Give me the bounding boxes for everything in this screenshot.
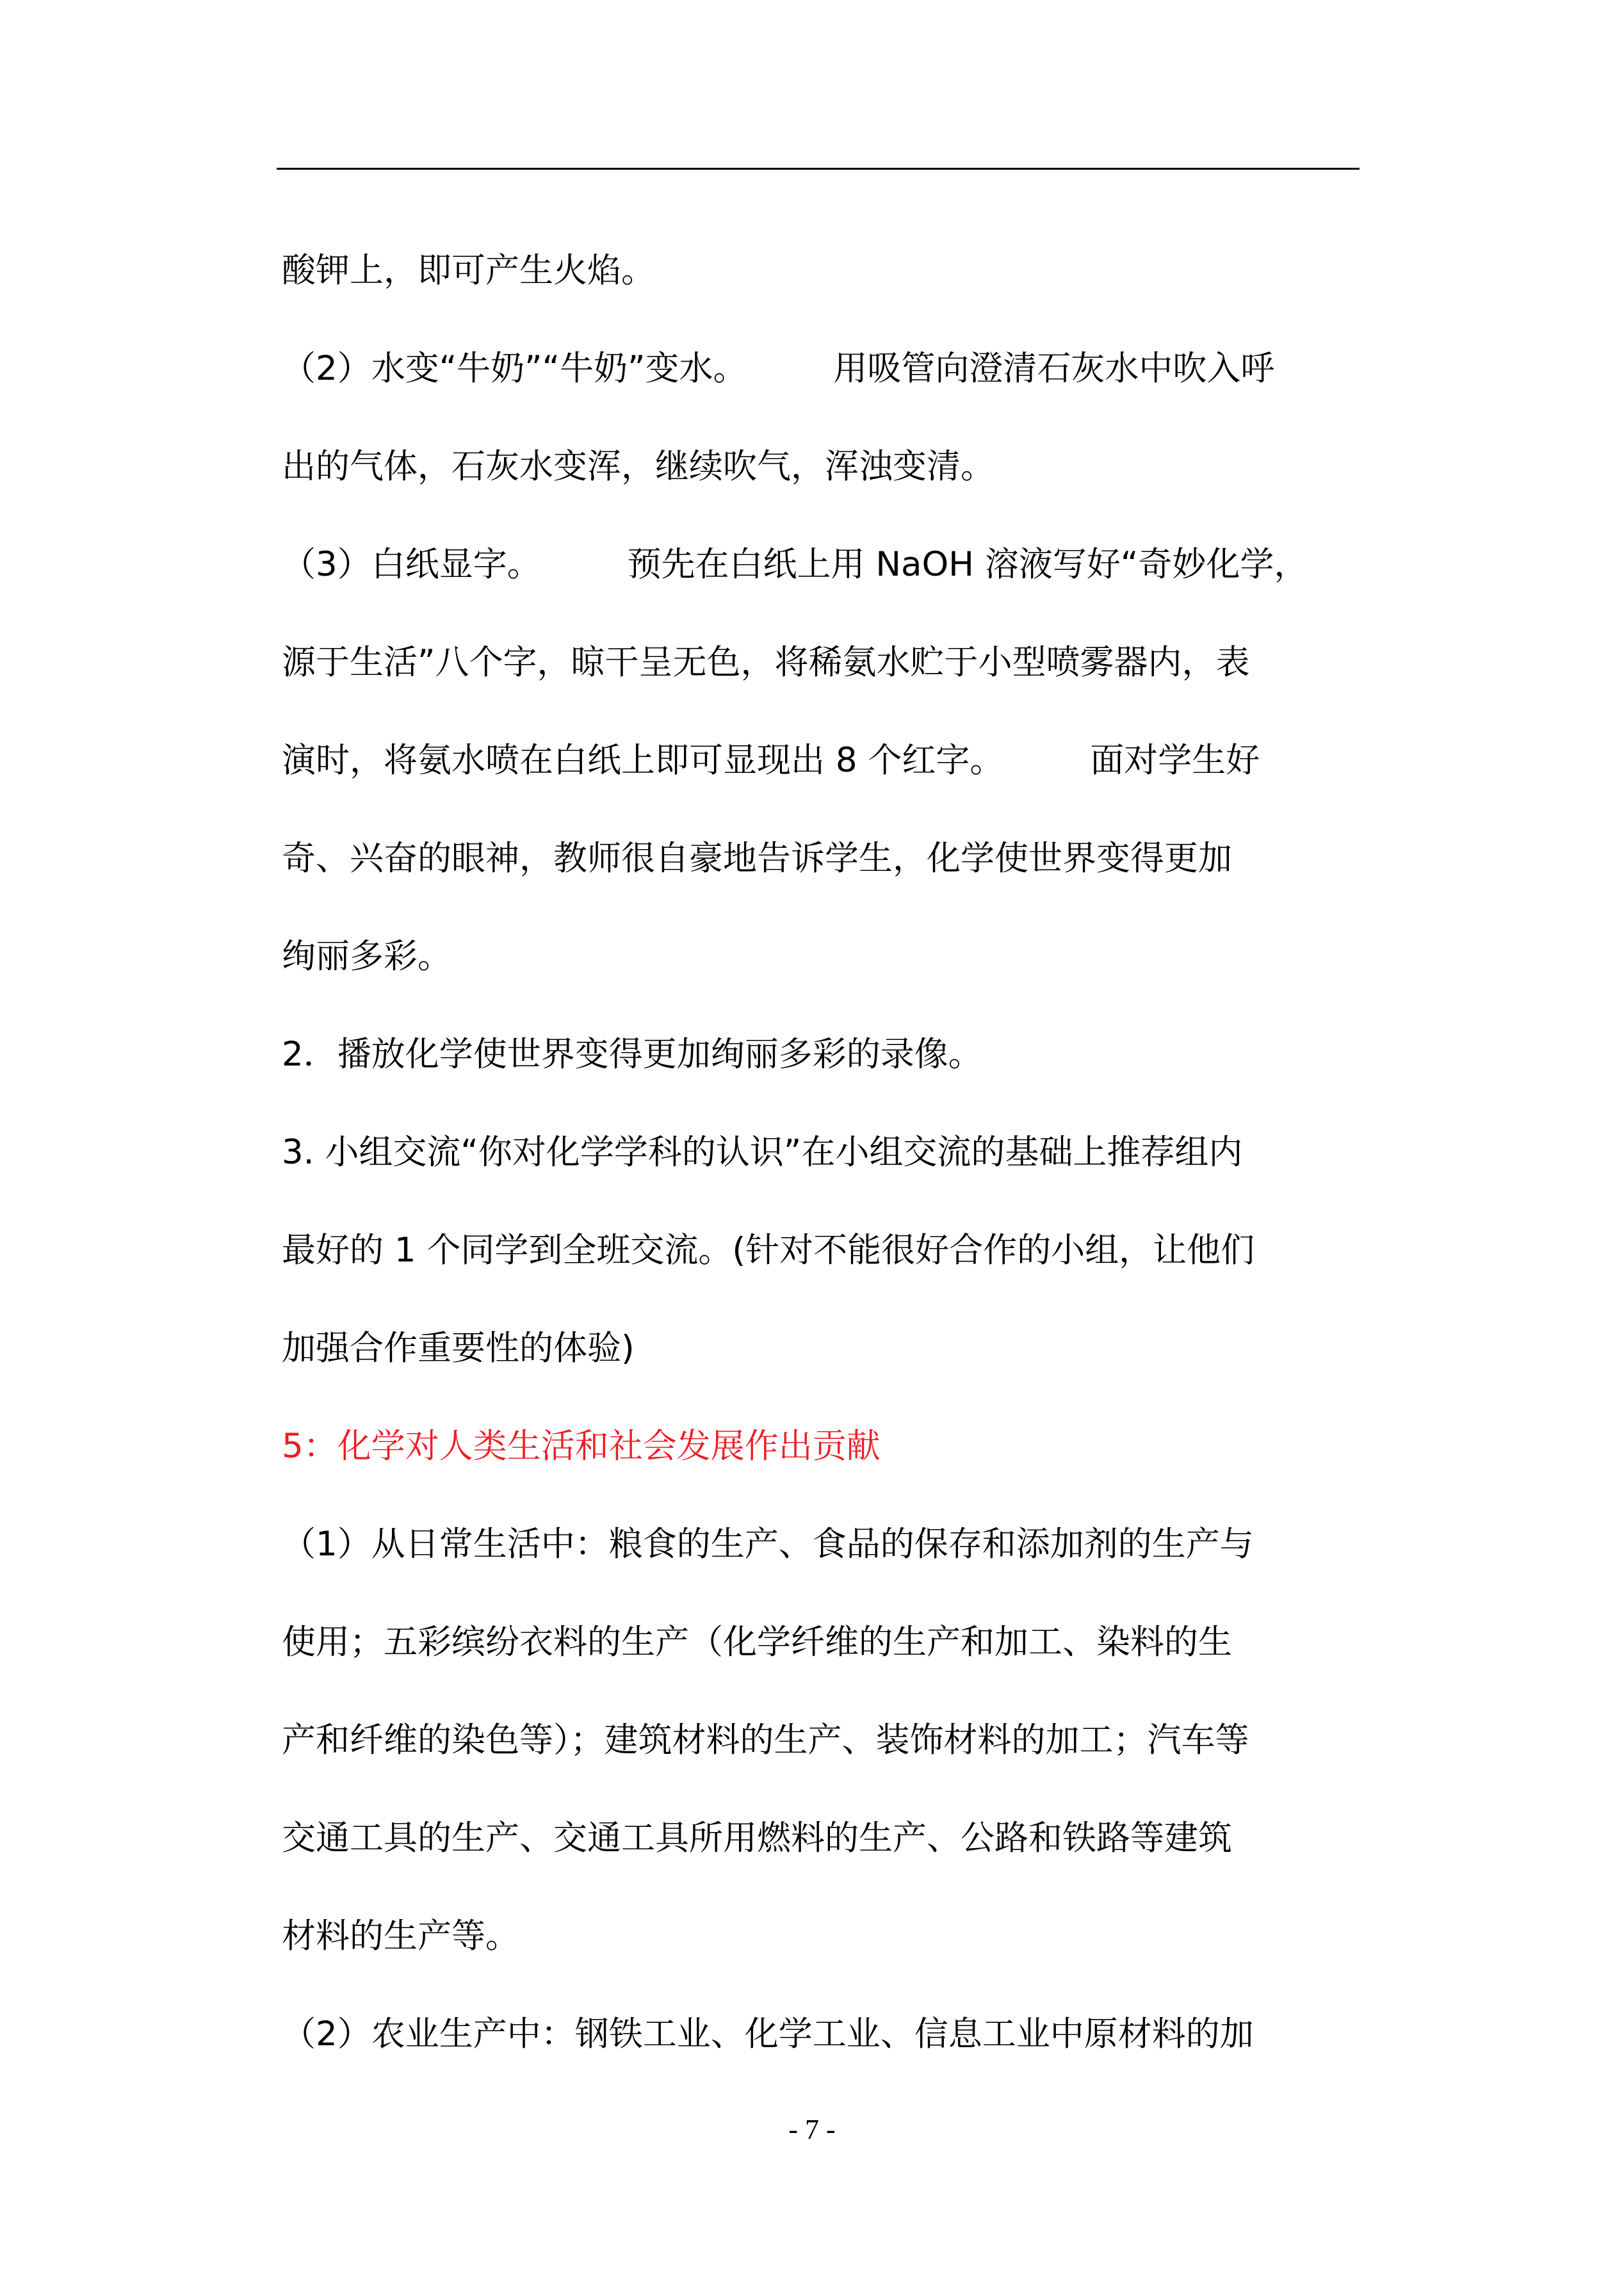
text-line: 演时，将氨水喷在白纸上即可显现出 8 个红字。 面对学生好 bbox=[282, 741, 1260, 780]
text-line: 产和纤维的染色等）；建筑材料的生产、装饰材料的加工；汽车等 bbox=[282, 1721, 1249, 1760]
text-line: 源于生活”八个字，晾干呈无色，将稀氨水贮于小型喷雾器内，表 bbox=[282, 643, 1250, 682]
text-line: （3）白纸显字。 预先在白纸上用 NaOH 溶液写好“奇妙化学， bbox=[282, 545, 1308, 584]
text-line: 使用；五彩缤纷衣料的生产（化学纤维的生产和加工、染料的生 bbox=[282, 1623, 1232, 1662]
text-line: 3. 小组交流“你对化学学科的认识”在小组交流的基础上推荐组内 bbox=[282, 1133, 1243, 1172]
text-line: （2）农业生产中：钢铁工业、化学工业、信息工业中原材料的加 bbox=[282, 2015, 1254, 2054]
text-line: （1）从日常生活中：粮食的生产、食品的保存和添加剂的生产与 bbox=[282, 1525, 1254, 1564]
page-number: - 7 - bbox=[788, 2114, 836, 2145]
text-line: 材料的生产等。 bbox=[282, 1917, 519, 1956]
text-line: （2）水变“牛奶”“牛奶”变水。 用吸管向澄清石灰水中吹入呼 bbox=[282, 349, 1275, 388]
text-line: 酸钾上，即可产生火焰。 bbox=[282, 251, 655, 290]
text-line: 出的气体，石灰水变浑，继续吹气，浑浊变清。 bbox=[282, 447, 995, 486]
text-line: 最好的 1 个同学到全班交流。(针对不能很好合作的小组，让他们 bbox=[282, 1231, 1255, 1270]
text-line: 交通工具的生产、交通工具所用燃料的生产、公路和铁路等建筑 bbox=[282, 1819, 1232, 1858]
header-rule bbox=[277, 168, 1360, 170]
section-heading: 5：化学对人类生活和社会发展作出贡献 bbox=[282, 1427, 881, 1466]
text-line: 绚丽多彩。 bbox=[282, 937, 451, 976]
text-line: 奇、兴奋的眼神，教师很自豪地告诉学生，化学使世界变得更加 bbox=[282, 839, 1232, 878]
body-text bbox=[282, 222, 1370, 2083]
text-line: 2．播放化学使世界变得更加绚丽多彩的录像。 bbox=[282, 1035, 982, 1074]
text-line: 加强合作重要性的体验) bbox=[282, 1329, 635, 1368]
